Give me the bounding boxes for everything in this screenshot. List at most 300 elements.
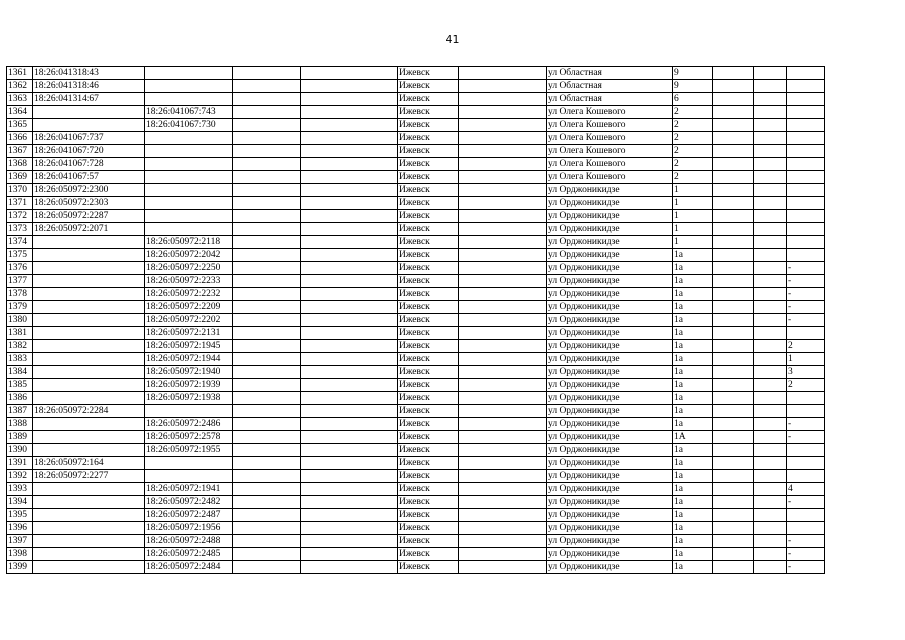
col-10-cell bbox=[754, 184, 787, 197]
house-cell: 1а bbox=[673, 405, 713, 418]
street-cell: ул Орджоникидзе bbox=[547, 379, 673, 392]
table-row bbox=[7, 145, 825, 158]
col-6-cell bbox=[459, 145, 547, 158]
cadastral-number-cell bbox=[33, 275, 145, 288]
col-11-cell bbox=[787, 392, 825, 405]
col-3-cell bbox=[233, 184, 301, 197]
cadastral-number-2-cell bbox=[145, 171, 233, 184]
col-11-cell: - bbox=[787, 561, 825, 574]
house-cell: 1а bbox=[673, 418, 713, 431]
col-3-cell bbox=[233, 301, 301, 314]
house-cell: 1а bbox=[673, 561, 713, 574]
col-6-cell bbox=[459, 106, 547, 119]
col-4-cell bbox=[301, 366, 398, 379]
street-cell: ул Областная bbox=[547, 93, 673, 106]
col-4-cell bbox=[301, 288, 398, 301]
house-cell: 1а bbox=[673, 509, 713, 522]
table-row bbox=[7, 171, 825, 184]
street-cell: ул Орджоникидзе bbox=[547, 405, 673, 418]
col-10-cell bbox=[754, 561, 787, 574]
cadastral-number-cell: 18:26:041318:43 bbox=[33, 67, 145, 80]
city-cell: Ижевск bbox=[398, 457, 459, 470]
col-11-cell: - bbox=[787, 496, 825, 509]
col-10-cell bbox=[754, 171, 787, 184]
house-cell: 9 bbox=[673, 67, 713, 80]
col-9-cell bbox=[713, 301, 754, 314]
col-10-cell bbox=[754, 392, 787, 405]
cadastral-number-cell bbox=[33, 483, 145, 496]
col-11-cell bbox=[787, 457, 825, 470]
cadastral-number-cell: 18:26:041067:57 bbox=[33, 171, 145, 184]
house-cell: 2 bbox=[673, 132, 713, 145]
cadastral-number-cell: 18:26:050972:2300 bbox=[33, 184, 145, 197]
col-9-cell bbox=[713, 496, 754, 509]
cadastral-number-2-cell: 18:26:050972:1941 bbox=[145, 483, 233, 496]
col-3-cell bbox=[233, 210, 301, 223]
table-row bbox=[7, 249, 825, 262]
row-number-cell: 1370 bbox=[7, 184, 33, 197]
cadastral-number-2-cell: 18:26:050972:1938 bbox=[145, 392, 233, 405]
city-cell: Ижевск bbox=[398, 418, 459, 431]
row-number-cell: 1363 bbox=[7, 93, 33, 106]
cadastral-number-2-cell bbox=[145, 184, 233, 197]
house-cell: 1а bbox=[673, 457, 713, 470]
col-10-cell bbox=[754, 470, 787, 483]
house-cell: 1а bbox=[673, 535, 713, 548]
street-cell: ул Орджоникидзе bbox=[547, 548, 673, 561]
col-6-cell bbox=[459, 340, 547, 353]
col-6-cell bbox=[459, 288, 547, 301]
cadastral-number-cell bbox=[33, 288, 145, 301]
city-cell: Ижевск bbox=[398, 145, 459, 158]
col-9-cell bbox=[713, 444, 754, 457]
row-number-cell: 1391 bbox=[7, 457, 33, 470]
col-3-cell bbox=[233, 249, 301, 262]
cadastral-number-2-cell: 18:26:050972:2487 bbox=[145, 509, 233, 522]
col-9-cell bbox=[713, 340, 754, 353]
house-cell: 1а bbox=[673, 496, 713, 509]
col-4-cell bbox=[301, 145, 398, 158]
col-9-cell bbox=[713, 93, 754, 106]
cadastral-number-2-cell: 18:26:050972:1955 bbox=[145, 444, 233, 457]
row-number-cell: 1372 bbox=[7, 210, 33, 223]
city-cell: Ижевск bbox=[398, 171, 459, 184]
cadastral-number-cell: 18:26:041318:46 bbox=[33, 80, 145, 93]
street-cell: ул Орджоникидзе bbox=[547, 418, 673, 431]
col-3-cell bbox=[233, 535, 301, 548]
col-10-cell bbox=[754, 379, 787, 392]
row-number-cell: 1379 bbox=[7, 301, 33, 314]
city-cell: Ижевск bbox=[398, 210, 459, 223]
col-4-cell bbox=[301, 379, 398, 392]
col-11-cell: - bbox=[787, 314, 825, 327]
col-6-cell bbox=[459, 353, 547, 366]
col-11-cell: 2 bbox=[787, 379, 825, 392]
city-cell: Ижевск bbox=[398, 314, 459, 327]
cadastral-number-2-cell bbox=[145, 132, 233, 145]
col-10-cell bbox=[754, 327, 787, 340]
cadastral-number-2-cell bbox=[145, 210, 233, 223]
row-number-cell: 1373 bbox=[7, 223, 33, 236]
city-cell: Ижевск bbox=[398, 80, 459, 93]
col-3-cell bbox=[233, 119, 301, 132]
col-3-cell bbox=[233, 548, 301, 561]
cadastral-number-2-cell bbox=[145, 80, 233, 93]
col-4-cell bbox=[301, 249, 398, 262]
col-11-cell: 2 bbox=[787, 340, 825, 353]
col-11-cell bbox=[787, 197, 825, 210]
table-row bbox=[7, 548, 825, 561]
col-3-cell bbox=[233, 496, 301, 509]
col-10-cell bbox=[754, 132, 787, 145]
col-11-cell bbox=[787, 522, 825, 535]
cadastral-number-2-cell: 18:26:050972:2485 bbox=[145, 548, 233, 561]
city-cell: Ижевск bbox=[398, 236, 459, 249]
street-cell: ул Орджоникидзе bbox=[547, 236, 673, 249]
cadastral-number-2-cell: 18:26:050972:2486 bbox=[145, 418, 233, 431]
table-row bbox=[7, 509, 825, 522]
col-6-cell bbox=[459, 470, 547, 483]
col-6-cell bbox=[459, 431, 547, 444]
col-3-cell bbox=[233, 145, 301, 158]
row-number-cell: 1396 bbox=[7, 522, 33, 535]
col-11-cell: - bbox=[787, 262, 825, 275]
col-6-cell bbox=[459, 457, 547, 470]
table-body bbox=[7, 67, 825, 574]
col-10-cell bbox=[754, 288, 787, 301]
col-11-cell bbox=[787, 444, 825, 457]
col-11-cell: - bbox=[787, 301, 825, 314]
table-row bbox=[7, 457, 825, 470]
col-9-cell bbox=[713, 327, 754, 340]
city-cell: Ижевск bbox=[398, 301, 459, 314]
col-4-cell bbox=[301, 67, 398, 80]
col-3-cell bbox=[233, 158, 301, 171]
col-4-cell bbox=[301, 223, 398, 236]
col-11-cell bbox=[787, 171, 825, 184]
cadastral-number-2-cell: 18:26:050972:1939 bbox=[145, 379, 233, 392]
cadastral-number-cell: 18:26:041067:728 bbox=[33, 158, 145, 171]
house-cell: 1а bbox=[673, 548, 713, 561]
cadastral-number-cell: 18:26:050972:2284 bbox=[33, 405, 145, 418]
house-cell: 1а bbox=[673, 470, 713, 483]
col-3-cell bbox=[233, 418, 301, 431]
table-row bbox=[7, 522, 825, 535]
col-9-cell bbox=[713, 535, 754, 548]
cadastral-number-cell: 18:26:041067:720 bbox=[33, 145, 145, 158]
street-cell: ул Олега Кошевого bbox=[547, 158, 673, 171]
street-cell: ул Орджоникидзе bbox=[547, 483, 673, 496]
row-number-cell: 1364 bbox=[7, 106, 33, 119]
col-10-cell bbox=[754, 119, 787, 132]
table-row bbox=[7, 327, 825, 340]
city-cell: Ижевск bbox=[398, 197, 459, 210]
street-cell: ул Орджоникидзе bbox=[547, 561, 673, 574]
col-3-cell bbox=[233, 522, 301, 535]
city-cell: Ижевск bbox=[398, 288, 459, 301]
city-cell: Ижевск bbox=[398, 548, 459, 561]
house-cell: 1 bbox=[673, 210, 713, 223]
col-11-cell bbox=[787, 132, 825, 145]
house-cell: 1а bbox=[673, 301, 713, 314]
col-9-cell bbox=[713, 470, 754, 483]
col-4-cell bbox=[301, 327, 398, 340]
col-10-cell bbox=[754, 262, 787, 275]
col-6-cell bbox=[459, 210, 547, 223]
city-cell: Ижевск bbox=[398, 392, 459, 405]
city-cell: Ижевск bbox=[398, 275, 459, 288]
col-4-cell bbox=[301, 340, 398, 353]
house-cell: 1А bbox=[673, 431, 713, 444]
row-number-cell: 1399 bbox=[7, 561, 33, 574]
cadastral-number-cell: 18:26:041314:67 bbox=[33, 93, 145, 106]
col-10-cell bbox=[754, 444, 787, 457]
city-cell: Ижевск bbox=[398, 496, 459, 509]
cadastral-number-cell: 18:26:050972:2303 bbox=[33, 197, 145, 210]
city-cell: Ижевск bbox=[398, 379, 459, 392]
cadastral-number-2-cell: 18:26:050972:2202 bbox=[145, 314, 233, 327]
row-number-cell: 1369 bbox=[7, 171, 33, 184]
city-cell: Ижевск bbox=[398, 119, 459, 132]
col-4-cell bbox=[301, 314, 398, 327]
col-6-cell bbox=[459, 561, 547, 574]
col-3-cell bbox=[233, 223, 301, 236]
cadastral-number-cell bbox=[33, 314, 145, 327]
cadastral-number-2-cell: 18:26:050972:2118 bbox=[145, 236, 233, 249]
table-row bbox=[7, 119, 825, 132]
col-9-cell bbox=[713, 119, 754, 132]
col-9-cell bbox=[713, 236, 754, 249]
col-4-cell bbox=[301, 119, 398, 132]
col-6-cell bbox=[459, 509, 547, 522]
col-4-cell bbox=[301, 561, 398, 574]
col-10-cell bbox=[754, 210, 787, 223]
col-3-cell bbox=[233, 197, 301, 210]
cadastral-number-2-cell: 18:26:050972:1940 bbox=[145, 366, 233, 379]
col-4-cell bbox=[301, 275, 398, 288]
col-3-cell bbox=[233, 431, 301, 444]
col-10-cell bbox=[754, 340, 787, 353]
cadastral-number-cell bbox=[33, 392, 145, 405]
col-11-cell: 4 bbox=[787, 483, 825, 496]
col-3-cell bbox=[233, 379, 301, 392]
col-4-cell bbox=[301, 548, 398, 561]
row-number-cell: 1361 bbox=[7, 67, 33, 80]
street-cell: ул Орджоникидзе bbox=[547, 496, 673, 509]
table-row bbox=[7, 405, 825, 418]
col-9-cell bbox=[713, 158, 754, 171]
col-3-cell bbox=[233, 327, 301, 340]
col-10-cell bbox=[754, 236, 787, 249]
col-6-cell bbox=[459, 93, 547, 106]
table-row bbox=[7, 80, 825, 93]
col-6-cell bbox=[459, 522, 547, 535]
col-11-cell bbox=[787, 119, 825, 132]
row-number-cell: 1395 bbox=[7, 509, 33, 522]
col-10-cell bbox=[754, 457, 787, 470]
city-cell: Ижевск bbox=[398, 67, 459, 80]
col-11-cell: - bbox=[787, 548, 825, 561]
table-row bbox=[7, 275, 825, 288]
row-number-cell: 1392 bbox=[7, 470, 33, 483]
street-cell: ул Областная bbox=[547, 80, 673, 93]
city-cell: Ижевск bbox=[398, 184, 459, 197]
col-11-cell: - bbox=[787, 418, 825, 431]
street-cell: ул Олега Кошевого bbox=[547, 132, 673, 145]
col-6-cell bbox=[459, 444, 547, 457]
col-11-cell bbox=[787, 210, 825, 223]
row-number-cell: 1384 bbox=[7, 366, 33, 379]
cadastral-number-2-cell: 18:26:050972:2042 bbox=[145, 249, 233, 262]
house-cell: 2 bbox=[673, 145, 713, 158]
city-cell: Ижевск bbox=[398, 444, 459, 457]
city-cell: Ижевск bbox=[398, 262, 459, 275]
col-4-cell bbox=[301, 522, 398, 535]
cadastral-number-2-cell bbox=[145, 405, 233, 418]
street-cell: ул Орджоникидзе bbox=[547, 210, 673, 223]
col-6-cell bbox=[459, 405, 547, 418]
city-cell: Ижевск bbox=[398, 353, 459, 366]
cadastral-number-cell bbox=[33, 431, 145, 444]
street-cell: ул Олега Кошевого bbox=[547, 106, 673, 119]
col-4-cell bbox=[301, 405, 398, 418]
col-10-cell bbox=[754, 197, 787, 210]
row-number-cell: 1378 bbox=[7, 288, 33, 301]
street-cell: ул Орджоникидзе bbox=[547, 353, 673, 366]
table-row bbox=[7, 353, 825, 366]
house-cell: 1а bbox=[673, 483, 713, 496]
cadastral-number-cell: 18:26:041067:737 bbox=[33, 132, 145, 145]
table-row bbox=[7, 392, 825, 405]
row-number-cell: 1388 bbox=[7, 418, 33, 431]
col-4-cell bbox=[301, 262, 398, 275]
col-6-cell bbox=[459, 379, 547, 392]
col-3-cell bbox=[233, 509, 301, 522]
col-10-cell bbox=[754, 418, 787, 431]
col-11-cell bbox=[787, 106, 825, 119]
col-6-cell bbox=[459, 223, 547, 236]
house-cell: 1а bbox=[673, 366, 713, 379]
street-cell: ул Орджоникидзе bbox=[547, 327, 673, 340]
col-4-cell bbox=[301, 197, 398, 210]
cadastral-number-cell bbox=[33, 418, 145, 431]
cadastral-number-cell bbox=[33, 444, 145, 457]
col-10-cell bbox=[754, 301, 787, 314]
street-cell: ул Орджоникидзе bbox=[547, 509, 673, 522]
house-cell: 1а bbox=[673, 249, 713, 262]
cadastral-number-cell: 18:26:050972:2277 bbox=[33, 470, 145, 483]
col-11-cell bbox=[787, 93, 825, 106]
col-3-cell bbox=[233, 67, 301, 80]
row-number-cell: 1381 bbox=[7, 327, 33, 340]
col-10-cell bbox=[754, 275, 787, 288]
col-9-cell bbox=[713, 522, 754, 535]
house-cell: 1а bbox=[673, 522, 713, 535]
col-3-cell bbox=[233, 236, 301, 249]
col-4-cell bbox=[301, 496, 398, 509]
city-cell: Ижевск bbox=[398, 483, 459, 496]
col-3-cell bbox=[233, 314, 301, 327]
col-6-cell bbox=[459, 496, 547, 509]
col-10-cell bbox=[754, 431, 787, 444]
row-number-cell: 1389 bbox=[7, 431, 33, 444]
cadastral-number-2-cell bbox=[145, 158, 233, 171]
col-11-cell: - bbox=[787, 535, 825, 548]
col-6-cell bbox=[459, 418, 547, 431]
col-9-cell bbox=[713, 288, 754, 301]
col-4-cell bbox=[301, 457, 398, 470]
house-cell: 2 bbox=[673, 158, 713, 171]
col-3-cell bbox=[233, 340, 301, 353]
col-6-cell bbox=[459, 132, 547, 145]
city-cell: Ижевск bbox=[398, 93, 459, 106]
col-6-cell bbox=[459, 158, 547, 171]
col-4-cell bbox=[301, 418, 398, 431]
col-6-cell bbox=[459, 262, 547, 275]
col-3-cell bbox=[233, 93, 301, 106]
cadastral-number-cell bbox=[33, 522, 145, 535]
street-cell: ул Орджоникидзе bbox=[547, 262, 673, 275]
col-6-cell bbox=[459, 548, 547, 561]
col-10-cell bbox=[754, 223, 787, 236]
col-10-cell bbox=[754, 405, 787, 418]
table-row bbox=[7, 431, 825, 444]
col-3-cell bbox=[233, 353, 301, 366]
col-9-cell bbox=[713, 223, 754, 236]
table-row bbox=[7, 262, 825, 275]
col-6-cell bbox=[459, 275, 547, 288]
registry-table bbox=[6, 66, 825, 574]
cadastral-number-2-cell bbox=[145, 67, 233, 80]
col-4-cell bbox=[301, 483, 398, 496]
cadastral-number-2-cell bbox=[145, 93, 233, 106]
cadastral-number-cell bbox=[33, 262, 145, 275]
table-row bbox=[7, 288, 825, 301]
city-cell: Ижевск bbox=[398, 327, 459, 340]
city-cell: Ижевск bbox=[398, 561, 459, 574]
col-9-cell bbox=[713, 249, 754, 262]
row-number-cell: 1387 bbox=[7, 405, 33, 418]
cadastral-number-cell bbox=[33, 301, 145, 314]
col-11-cell: - bbox=[787, 288, 825, 301]
row-number-cell: 1390 bbox=[7, 444, 33, 457]
col-9-cell bbox=[713, 561, 754, 574]
house-cell: 9 bbox=[673, 80, 713, 93]
col-10-cell bbox=[754, 353, 787, 366]
cadastral-number-cell bbox=[33, 106, 145, 119]
col-4-cell bbox=[301, 106, 398, 119]
street-cell: ул Орджоникидзе bbox=[547, 314, 673, 327]
house-cell: 2 bbox=[673, 171, 713, 184]
city-cell: Ижевск bbox=[398, 106, 459, 119]
col-4-cell bbox=[301, 184, 398, 197]
house-cell: 2 bbox=[673, 106, 713, 119]
table-row bbox=[7, 418, 825, 431]
col-3-cell bbox=[233, 470, 301, 483]
col-3-cell bbox=[233, 132, 301, 145]
street-cell: ул Орджоникидзе bbox=[547, 522, 673, 535]
row-number-cell: 1382 bbox=[7, 340, 33, 353]
street-cell: ул Олега Кошевого bbox=[547, 145, 673, 158]
cadastral-number-cell bbox=[33, 366, 145, 379]
col-4-cell bbox=[301, 444, 398, 457]
col-10-cell bbox=[754, 158, 787, 171]
col-3-cell bbox=[233, 262, 301, 275]
cadastral-number-cell bbox=[33, 236, 145, 249]
street-cell: ул Орджоникидзе bbox=[547, 444, 673, 457]
col-9-cell bbox=[713, 405, 754, 418]
cadastral-number-cell bbox=[33, 496, 145, 509]
